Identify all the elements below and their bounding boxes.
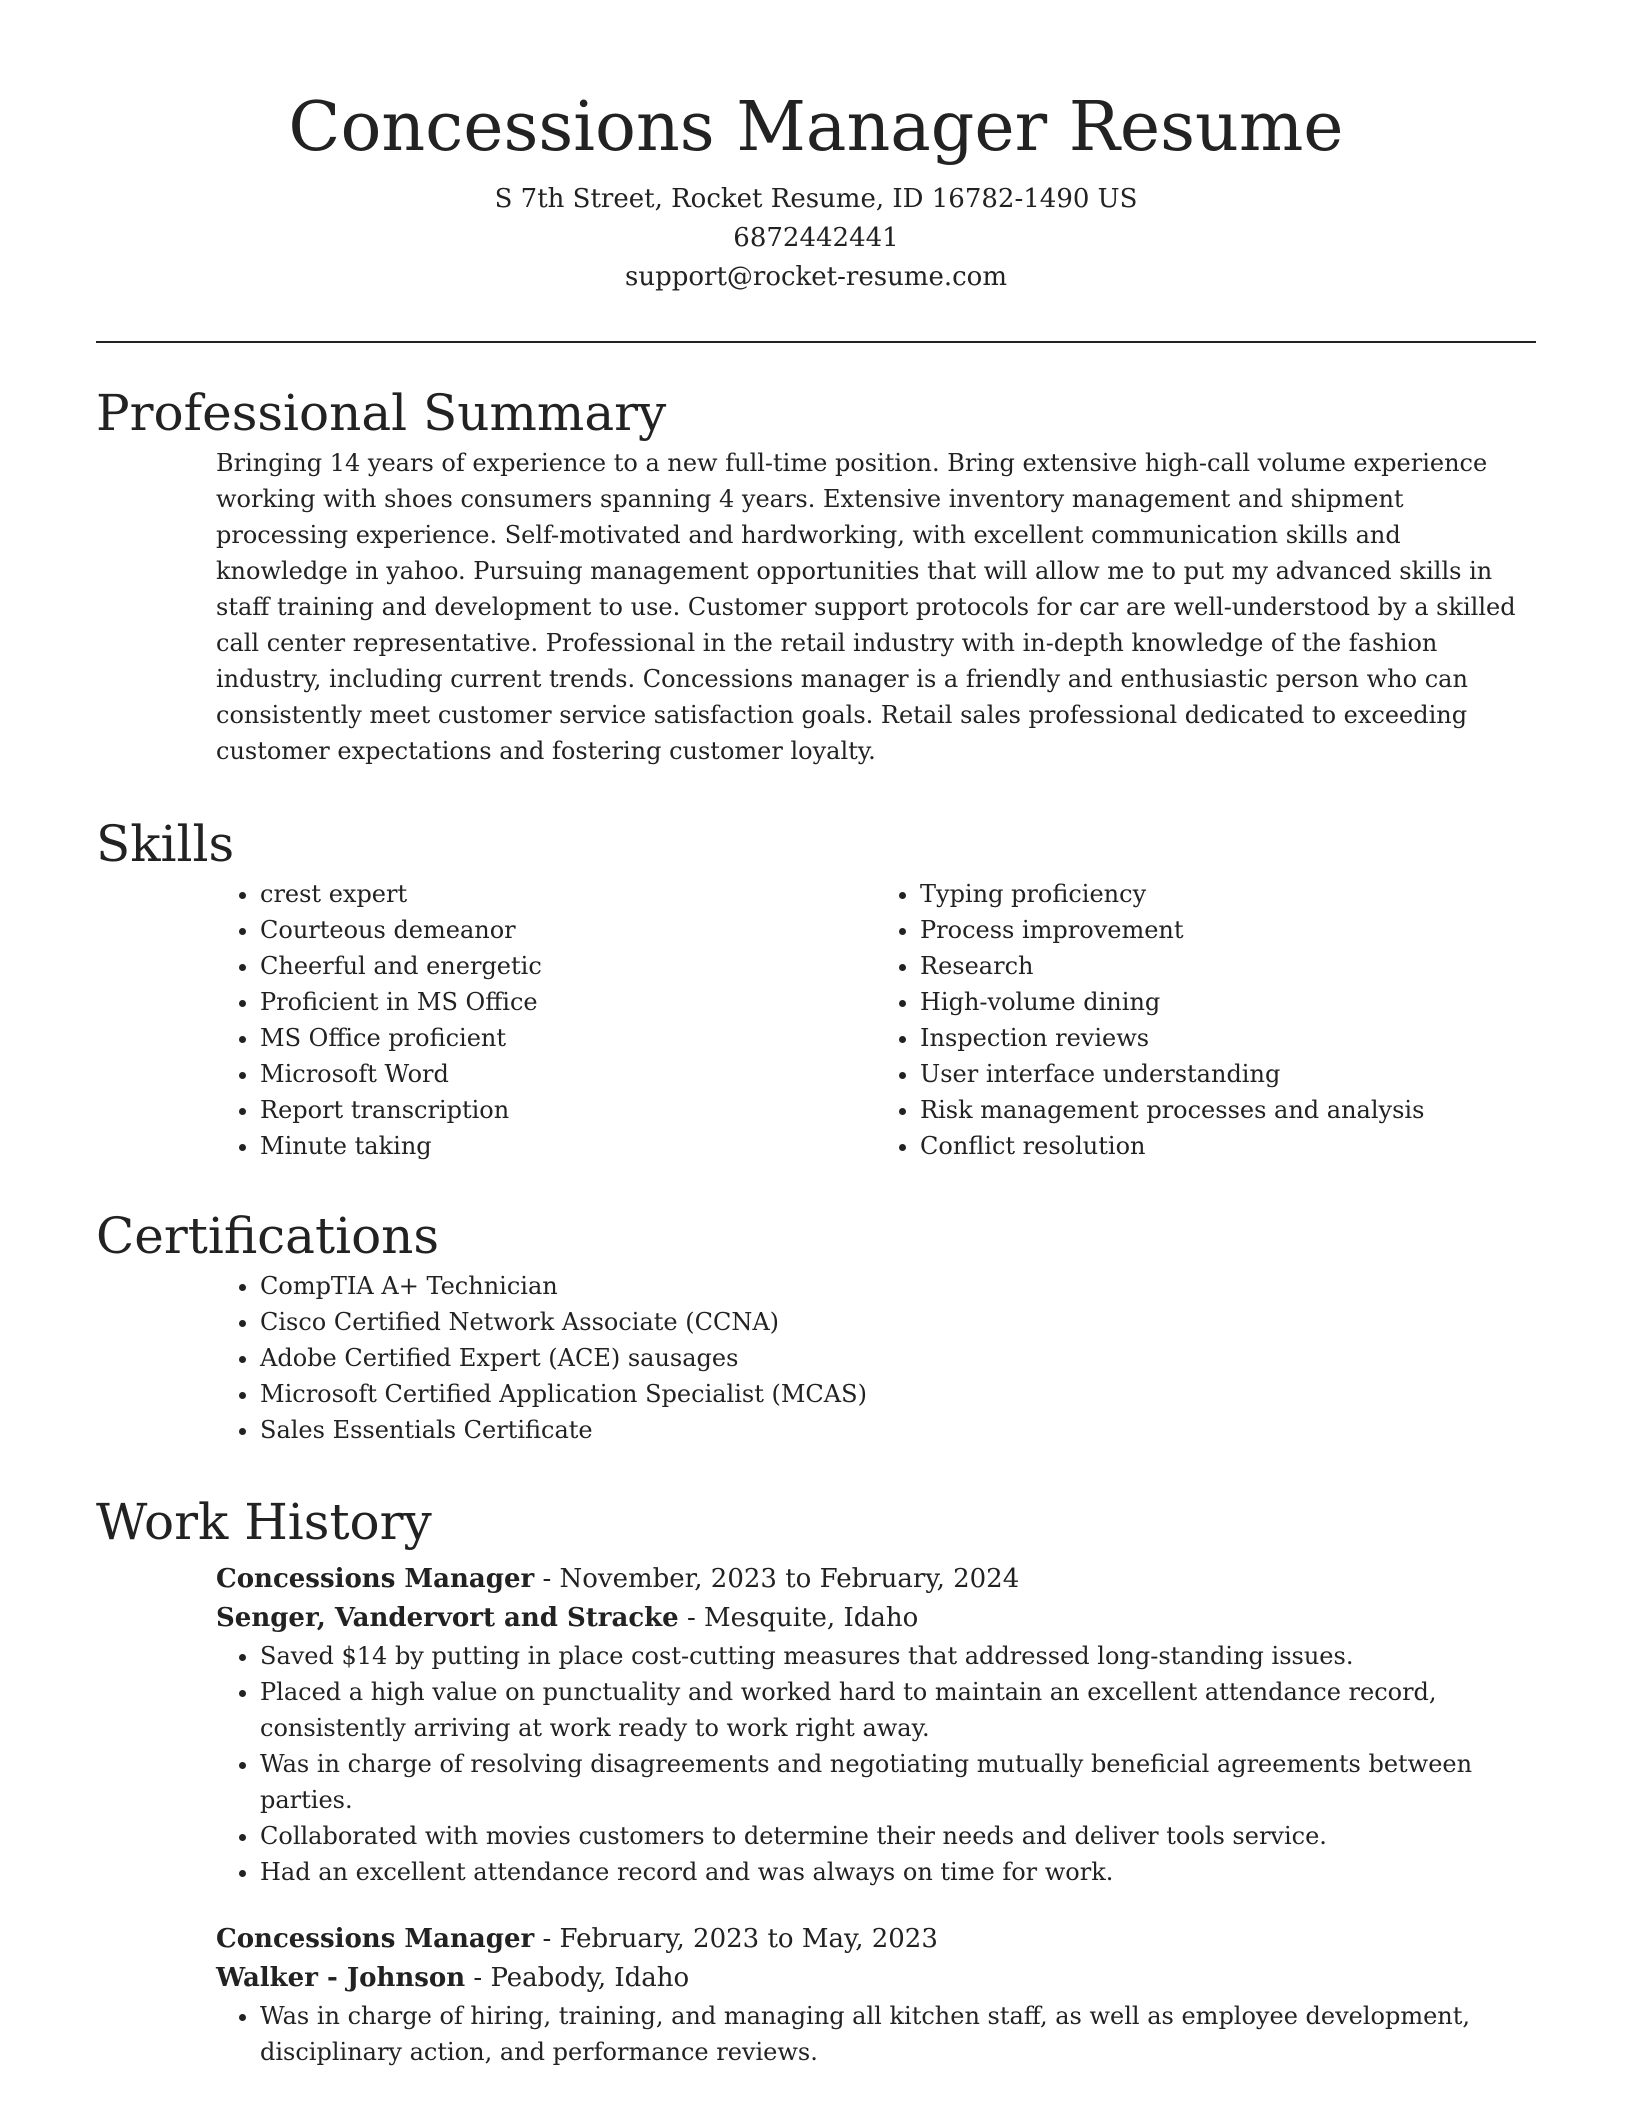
job-bullet: • Was in charge of hiring, training, and managing all kitchen staff, as well as employee development, disciplinary action, and performance reviews. [260, 1998, 1536, 2070]
certifications-heading: Certifications [96, 1207, 440, 1265]
job-location: - Peabody, Idaho [465, 1963, 690, 1993]
skill-item: • Microsoft Word [260, 1056, 876, 1092]
summary-body [216, 445, 1536, 769]
email: support@rocket-resume.com [624, 262, 1007, 292]
address: S 7th Street, Rocket Resume, ID 16782-1490 US [494, 184, 1138, 214]
certifications-list [216, 1268, 1536, 1448]
skill-item: • Report transcription [260, 1092, 876, 1128]
skill-item: • Inspection reviews [920, 1020, 1536, 1056]
job-bullets [216, 1998, 1536, 2070]
job-bullet: • Was in charge of resolving disagreements and negotiating mutually beneficial agreements between parties. [260, 1746, 1536, 1818]
certification-item: • Cisco Certified Network Associate (CCNA) [260, 1304, 1536, 1340]
work-history-heading: Work History [96, 1493, 432, 1551]
skill-item: • Risk management processes and analysis [920, 1092, 1536, 1128]
job-entry [216, 1920, 1536, 2070]
job-company-line [216, 1959, 1536, 1998]
certifications-body [216, 1268, 1536, 1448]
summary-heading: Professional Summary [96, 384, 667, 442]
header-divider [96, 341, 1536, 343]
job-position: Concessions Manager [216, 1564, 535, 1594]
skill-item: • High-volume dining [920, 984, 1536, 1020]
skill-item: • Research [920, 948, 1536, 984]
skills-list-right [876, 876, 1536, 1164]
certifications-section [96, 1206, 1536, 1448]
skill-item: • MS Office proficient [260, 1020, 876, 1056]
job-location: - Mesquite, Idaho [678, 1603, 919, 1633]
job-company: Senger, Vandervort and Stracke [216, 1603, 679, 1633]
job-bullets [216, 1638, 1536, 1890]
skill-item: • Minute taking [260, 1128, 876, 1164]
phone: 6872442441 [733, 223, 899, 253]
job-position: Concessions Manager [216, 1924, 535, 1954]
resume-title: Concessions Manager Resume [288, 88, 1344, 167]
job-entry [216, 1560, 1536, 1890]
certification-item: • Sales Essentials Certificate [260, 1412, 1536, 1448]
skill-item: • Process improvement [920, 912, 1536, 948]
skill-item: • Proficient in MS Office [260, 984, 876, 1020]
skills-heading: Skills [96, 815, 235, 873]
skill-item: • User interface understanding [920, 1056, 1536, 1092]
job-company-line [216, 1599, 1536, 1638]
contact-info [0, 180, 1632, 297]
skill-item: • Conflict resolution [920, 1128, 1536, 1164]
skill-item: • crest expert [260, 876, 876, 912]
job-bullet: • Placed a high value on punctuality and worked hard to maintain an excellent attendance record, consistently arriving at work ready to work right away. [260, 1674, 1536, 1746]
skill-item: • Courteous demeanor [260, 912, 876, 948]
job-company: Walker - Johnson [216, 1963, 466, 1993]
job-dates: - February, 2023 to May, 2023 [534, 1924, 938, 1954]
summary-text: Bringing 14 years of experience to a new full-time position. Bring extensive high-call volume experience working with shoes consumers spanning 4 years. Extensive inventory management and shipment processing experience. Self-motivated and hardworking, with excellent communication skills and knowledge in yahoo. Pursuing management opportunities that will allow me to put my advanced skills in staff training and development to use. Customer support protocols for car are well-understood by a skilled call center representative. Professional in the retail industry with in-depth knowledge of the fashion industry, including current trends. Concessions manager is a friendly and enthusiastic person who can consistently meet customer service satisfaction goals. Retail sales professional dedicated to exceeding customer expectations and fostering customer loyalty. [216, 449, 1516, 765]
job-bullet: • Collaborated with movies customers to determine their needs and deliver tools service. [260, 1818, 1536, 1854]
certification-item: • Adobe Certified Expert (ACE) sausages [260, 1340, 1536, 1376]
summary-section [96, 383, 1536, 769]
job-title-line [216, 1920, 1536, 1959]
resume-header [0, 0, 1632, 297]
job-bullet: • Saved $14 by putting in place cost-cutting measures that addressed long-standing issues. [260, 1638, 1536, 1674]
skills-section [96, 814, 1536, 1164]
job-title-line [216, 1560, 1536, 1599]
certification-item: • CompTIA A+ Technician [260, 1268, 1536, 1304]
skills-columns [216, 876, 1536, 1164]
job-bullet: • Had an excellent attendance record and was always on time for work. [260, 1854, 1536, 1890]
skill-item: • Typing proficiency [920, 876, 1536, 912]
skill-item: • Cheerful and energetic [260, 948, 876, 984]
skills-list-left [216, 876, 876, 1164]
certification-item: • Microsoft Certified Application Specialist (MCAS) [260, 1376, 1536, 1412]
work-history-section [96, 1492, 1536, 2070]
job-dates: - November, 2023 to February, 2024 [534, 1564, 1020, 1594]
